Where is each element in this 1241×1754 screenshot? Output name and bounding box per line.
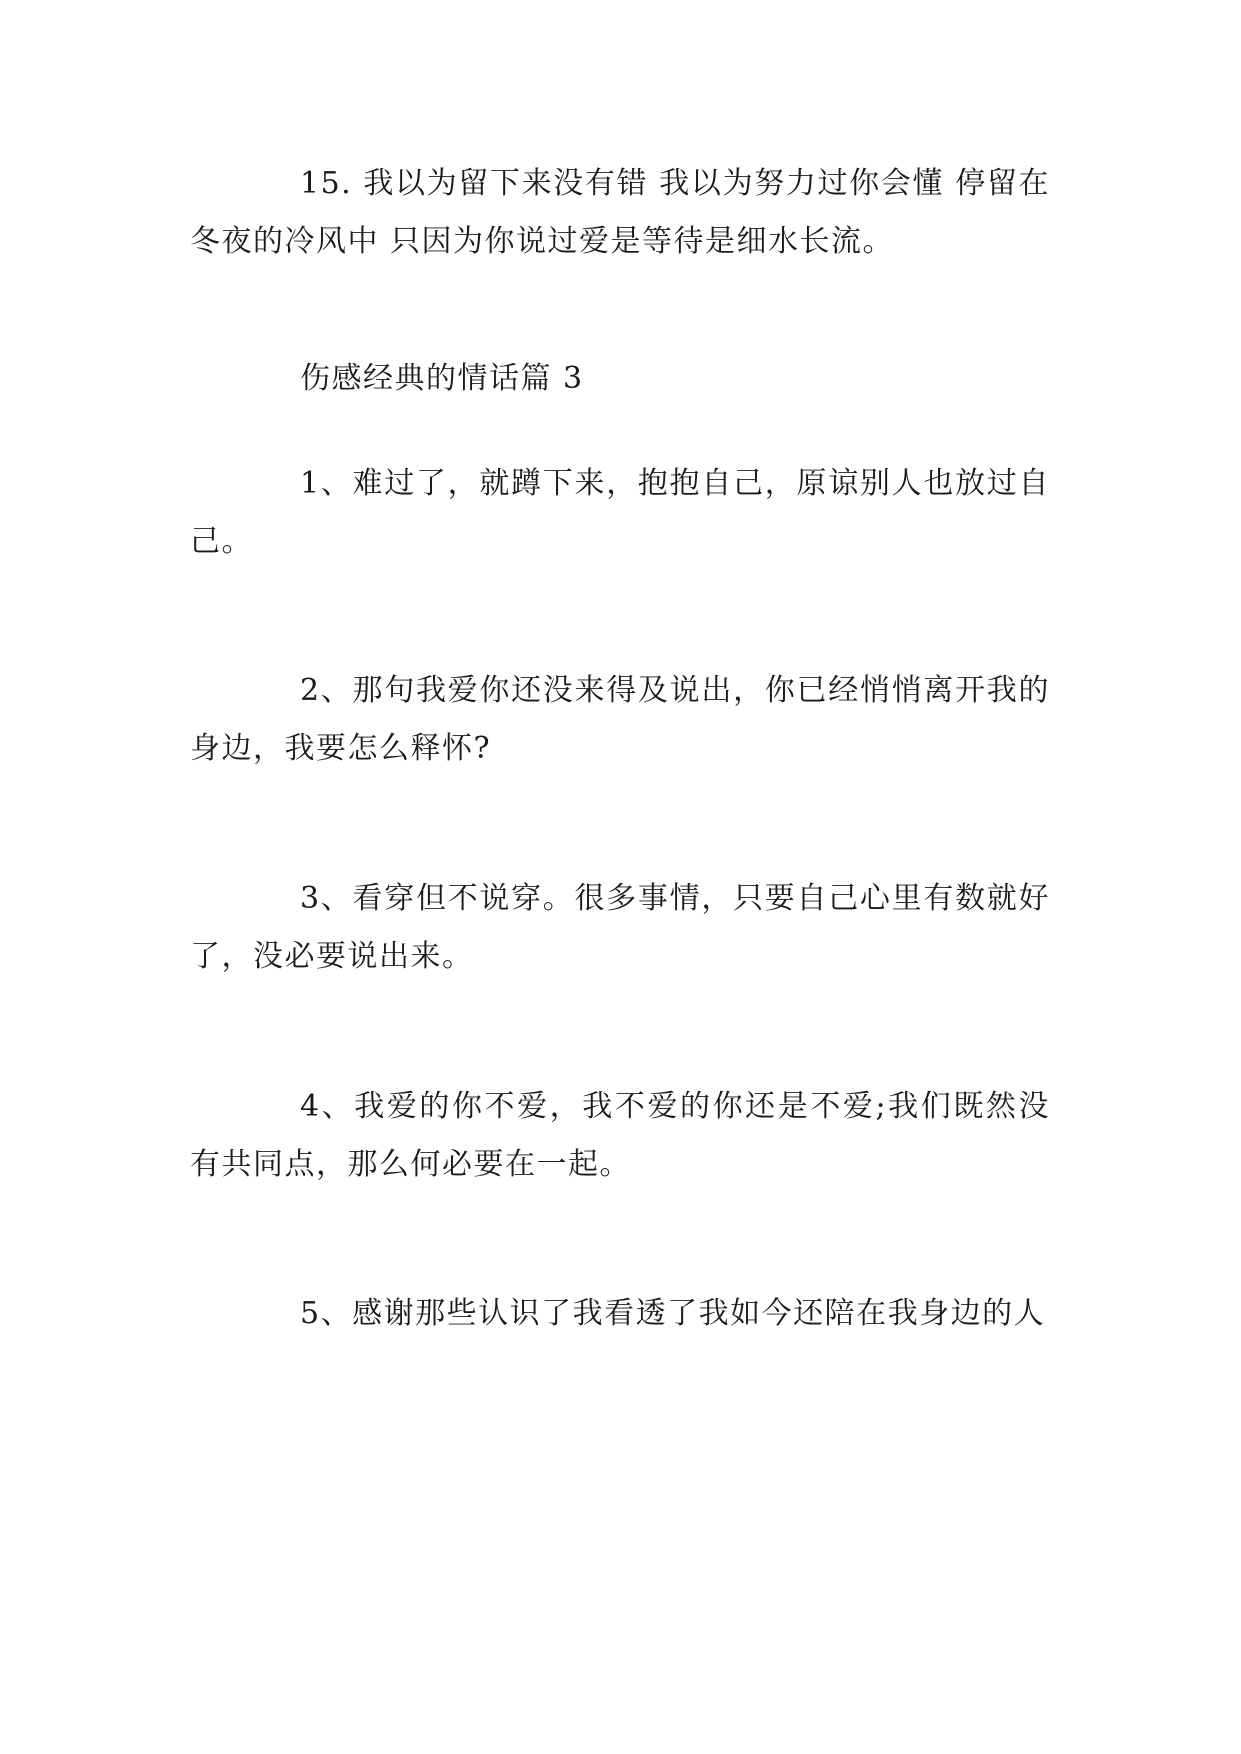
paragraph-item-15: 15. 我以为留下来没有错 我以为努力过你会懂 停留在冬夜的冷风中 只因为你说过爱是等待是细水长流。	[190, 166, 1050, 259]
paragraph-item-3: 3、看穿但不说穿。很多事情，只要自己心里有数就好了，没必要说出来。	[190, 881, 1050, 974]
paragraph-item-4: 4、我爱的你不爱，我不爱的你还是不爱;我们既然没有共同点，那么何必要在一起。	[190, 1089, 1050, 1182]
paragraph-item-1: 1、难过了，就蹲下来，抱抱自己，原谅别人也放过自己。	[190, 466, 1050, 559]
paragraph-item-2: 2、那句我爱你还没来得及说出，你已经悄悄离开我的身边，我要怎么释怀?	[190, 673, 1050, 766]
section-heading: 伤感经典的情话篇 3	[300, 361, 584, 396]
paragraph-item-5: 5、感谢那些认识了我看透了我如今还陪在我身边的人	[300, 1296, 1046, 1331]
